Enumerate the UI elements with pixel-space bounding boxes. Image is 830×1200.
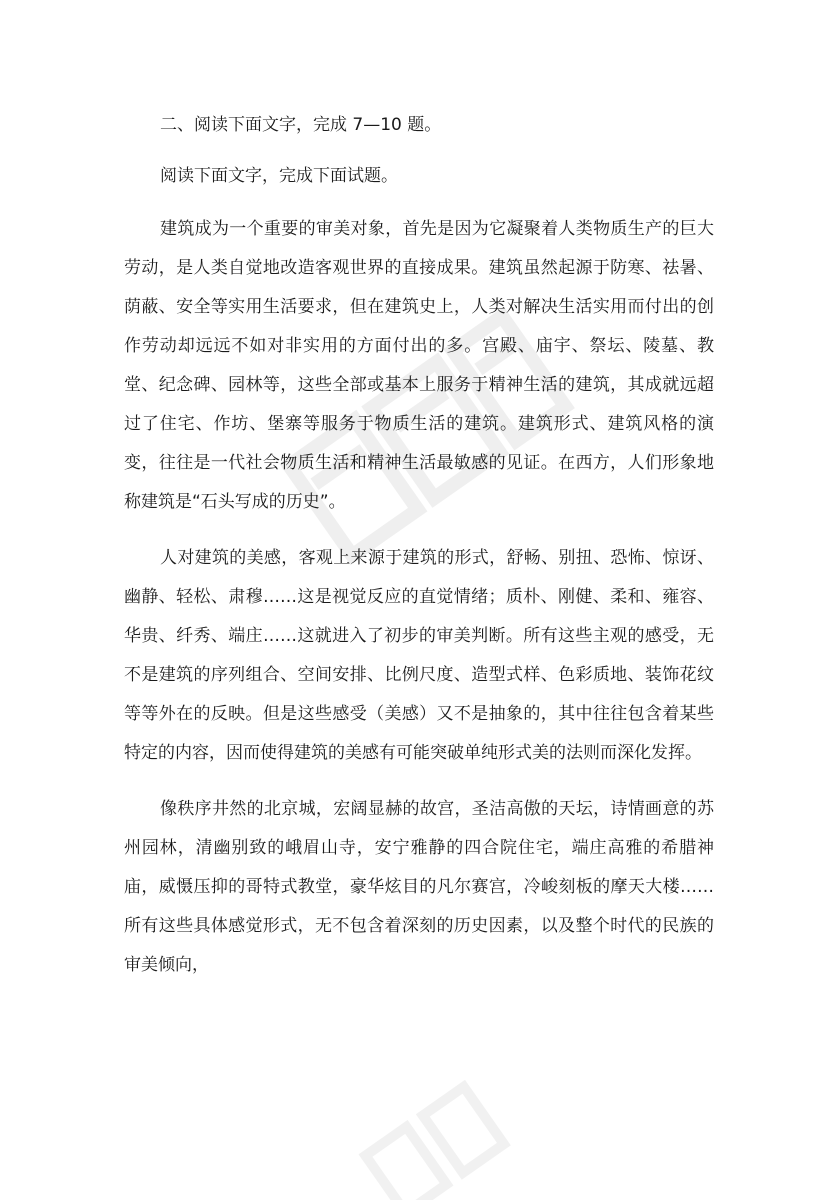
document-body [124,108,714,985]
paragraph-3: 像秩序井然的北京城，宏阔显赫的故宫，圣洁高傲的天坛，诗情画意的苏州园林，清幽别致的峨眉山寺，安宁雅静的四合院住宅，端庄高雅的希腊神庙，威慑压抑的哥特式教堂，豪华炫目的凡尔赛宫，冷峻刻板的摩天大楼……所有这些具体感觉形式，无不包含着深刻的历史因素，以及整个时代的民族的审美倾向， [124,799,714,975]
paragraph-1: 建筑成为一个重要的审美对象，首先是因为它凝聚着人类物质生产的巨大劳动，是人类自觉地改造客观世界的直接成果。建筑虽然起源于防寒、祛暑、荫蔽、安全等实用生活要求，但在建筑史上，人类对解决生活实用而付出的创作劳动却远远不如对非实用的方面付出的多。宫殿、庙宇、祭坛、陵墓、教堂、纪念碑、园林等，这些全部或基本上服务于精神生活的建筑，其成就远超过了住宅、作坊、堡寨等服务于物质生活的建筑。建筑形式、建筑风格的演变，往往是一代社会物质生活和精神生活最敏感的见证。在西方，人们形象地称建筑是“石头写成的历史”。 [124,219,714,512]
paragraph-2: 人对建筑的美感，客观上来源于建筑的形式，舒畅、别扭、恐怖、惊讶、幽静、轻松、肃穆……这是视觉反应的直觉情绪；质朴、刚健、柔和、雍容、华贵、纤秀、端庄……这就进入了初步的审美判断。所有这些主观的感受，无不是建筑的序列组合、空间安排、比例尺度、造型式样、色彩质地、装饰花纹等等外在的反映。但是这些感受（美感）又不是抽象的，其中往往包含着某些特定的内容，因而使得建筑的美感有可能突破单纯形式美的法则而深化发挥。 [124,548,714,763]
section-heading: 二、阅读下面文字，完成 7—10 题。 [160,115,442,135]
instruction-text: 阅读下面文字，完成下面试题。 [160,166,398,186]
watermark-logo-bottom [340,1080,540,1200]
